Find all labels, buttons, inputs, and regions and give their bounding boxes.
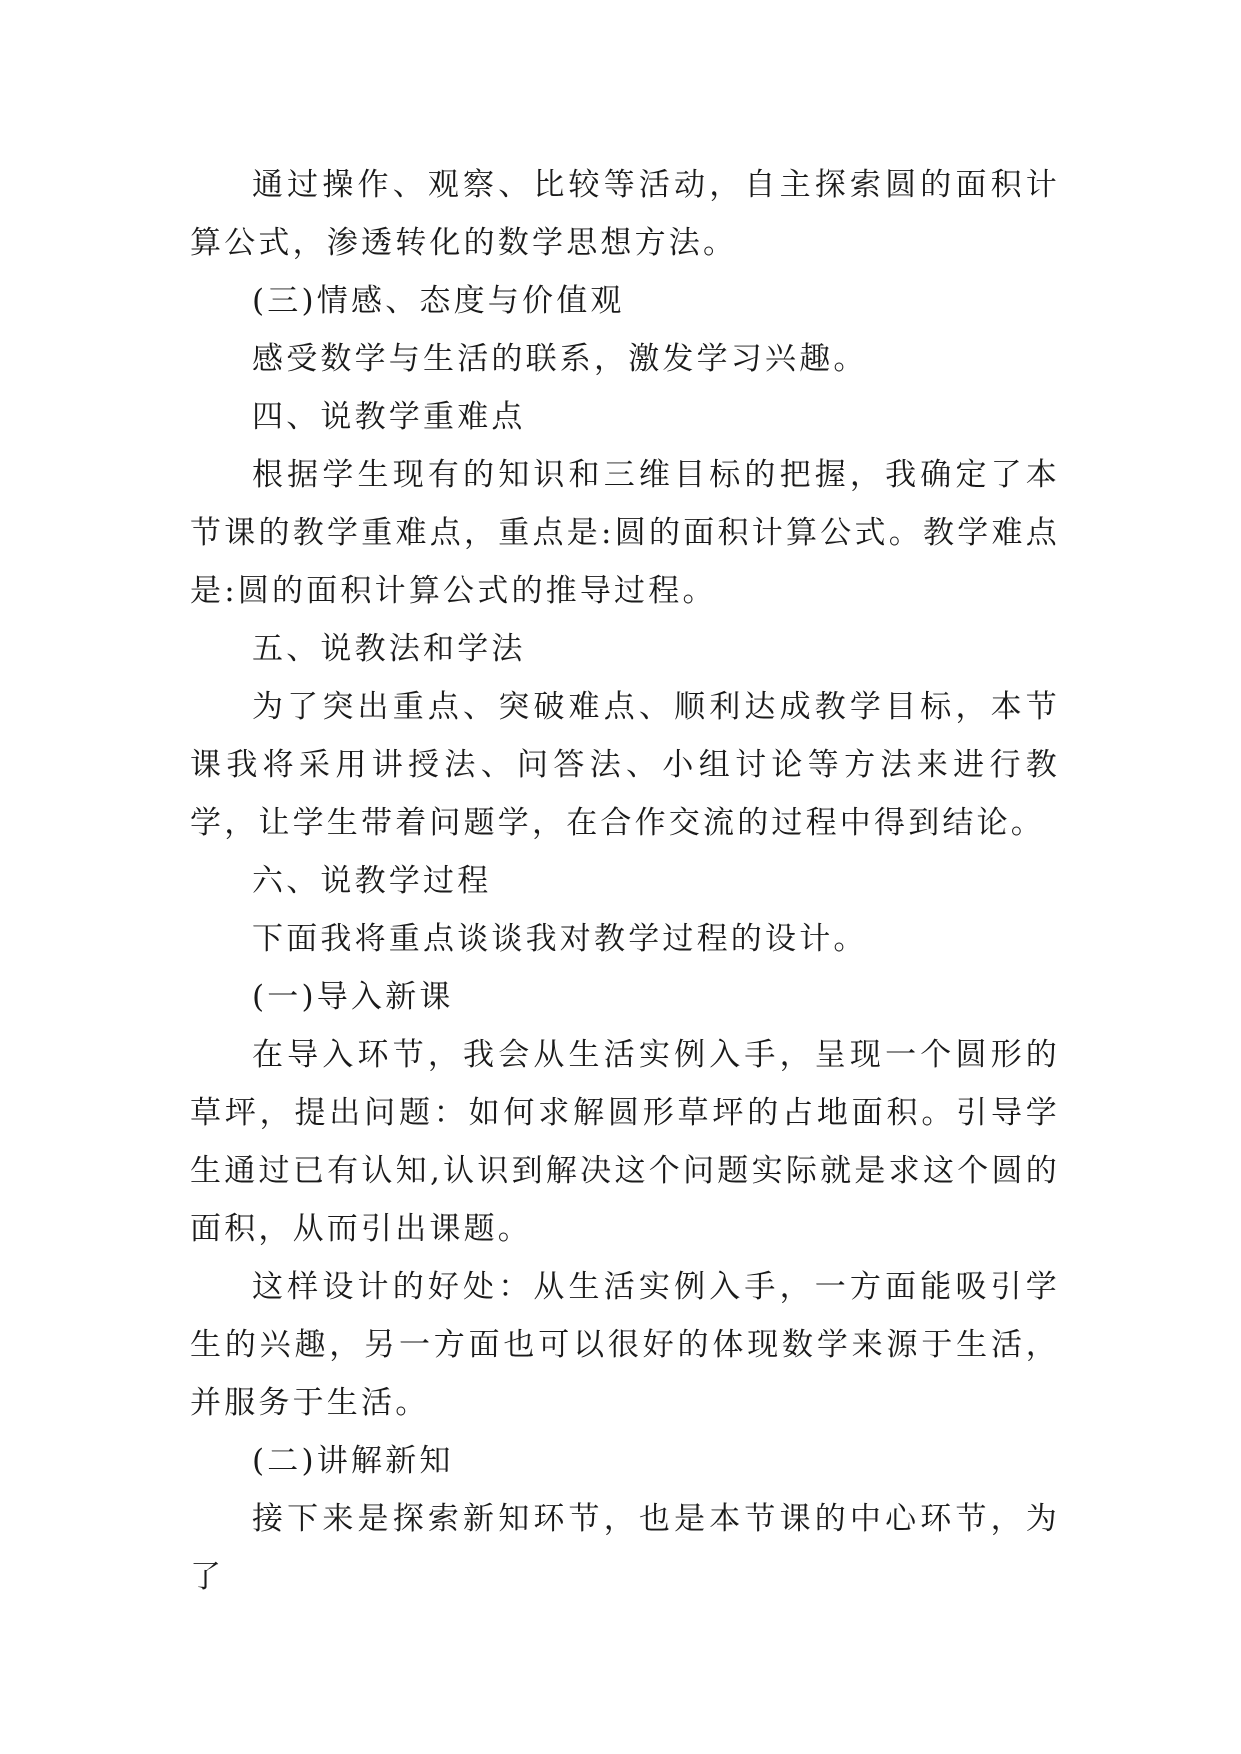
heading-teaching-process: 六、说教学过程 xyxy=(252,863,492,899)
document-body xyxy=(190,156,1060,1606)
paragraph-emotion-goal: 感受数学与生活的联系，激发学习兴趣。 xyxy=(252,341,868,377)
paragraph-teaching-methods: 为了突出重点、突破难点、顺利达成教学目标，本节课我将采用讲授法、问答法、小组讨论等方法来进行教学，让学生带着问题学，在合作交流的过程中得到结论。 xyxy=(190,689,1060,841)
paragraph-new-knowledge: 接下来是探索新知环节，也是本节课的中心环节，为了 xyxy=(190,1501,1060,1595)
heading-key-difficult-points: 四、说教学重难点 xyxy=(252,399,526,435)
paragraph-process-goal: 通过操作、观察、比较等活动，自主探索圆的面积计算公式，渗透转化的数学思想方法。 xyxy=(190,167,1060,261)
heading-emotion-attitude-values: (三)情感、态度与价值观 xyxy=(252,283,625,319)
heading-teaching-methods: 五、说教法和学法 xyxy=(252,631,526,667)
paragraph-key-difficult-points: 根据学生现有的知识和三维目标的把握，我确定了本节课的教学重难点，重点是:圆的面积计算公式。教学难点是:圆的面积计算公式的推导过程。 xyxy=(190,457,1060,609)
paragraph-design-benefit: 这样设计的好处：从生活实例入手，一方面能吸引学生的兴趣，另一方面也可以很好的体现数学来源于生活，并服务于生活。 xyxy=(190,1269,1060,1421)
paragraph-process-intro: 下面我将重点谈谈我对教学过程的设计。 xyxy=(252,921,868,957)
heading-lesson-introduction: (一)导入新课 xyxy=(252,979,454,1015)
paragraph-lesson-introduction: 在导入环节，我会从生活实例入手，呈现一个圆形的草坪，提出问题：如何求解圆形草坪的占地面积。引导学生通过已有认知,认识到解决这个问题实际就是求这个圆的面积，从而引出课题。 xyxy=(190,1037,1060,1247)
heading-new-knowledge: (二)讲解新知 xyxy=(252,1443,454,1479)
